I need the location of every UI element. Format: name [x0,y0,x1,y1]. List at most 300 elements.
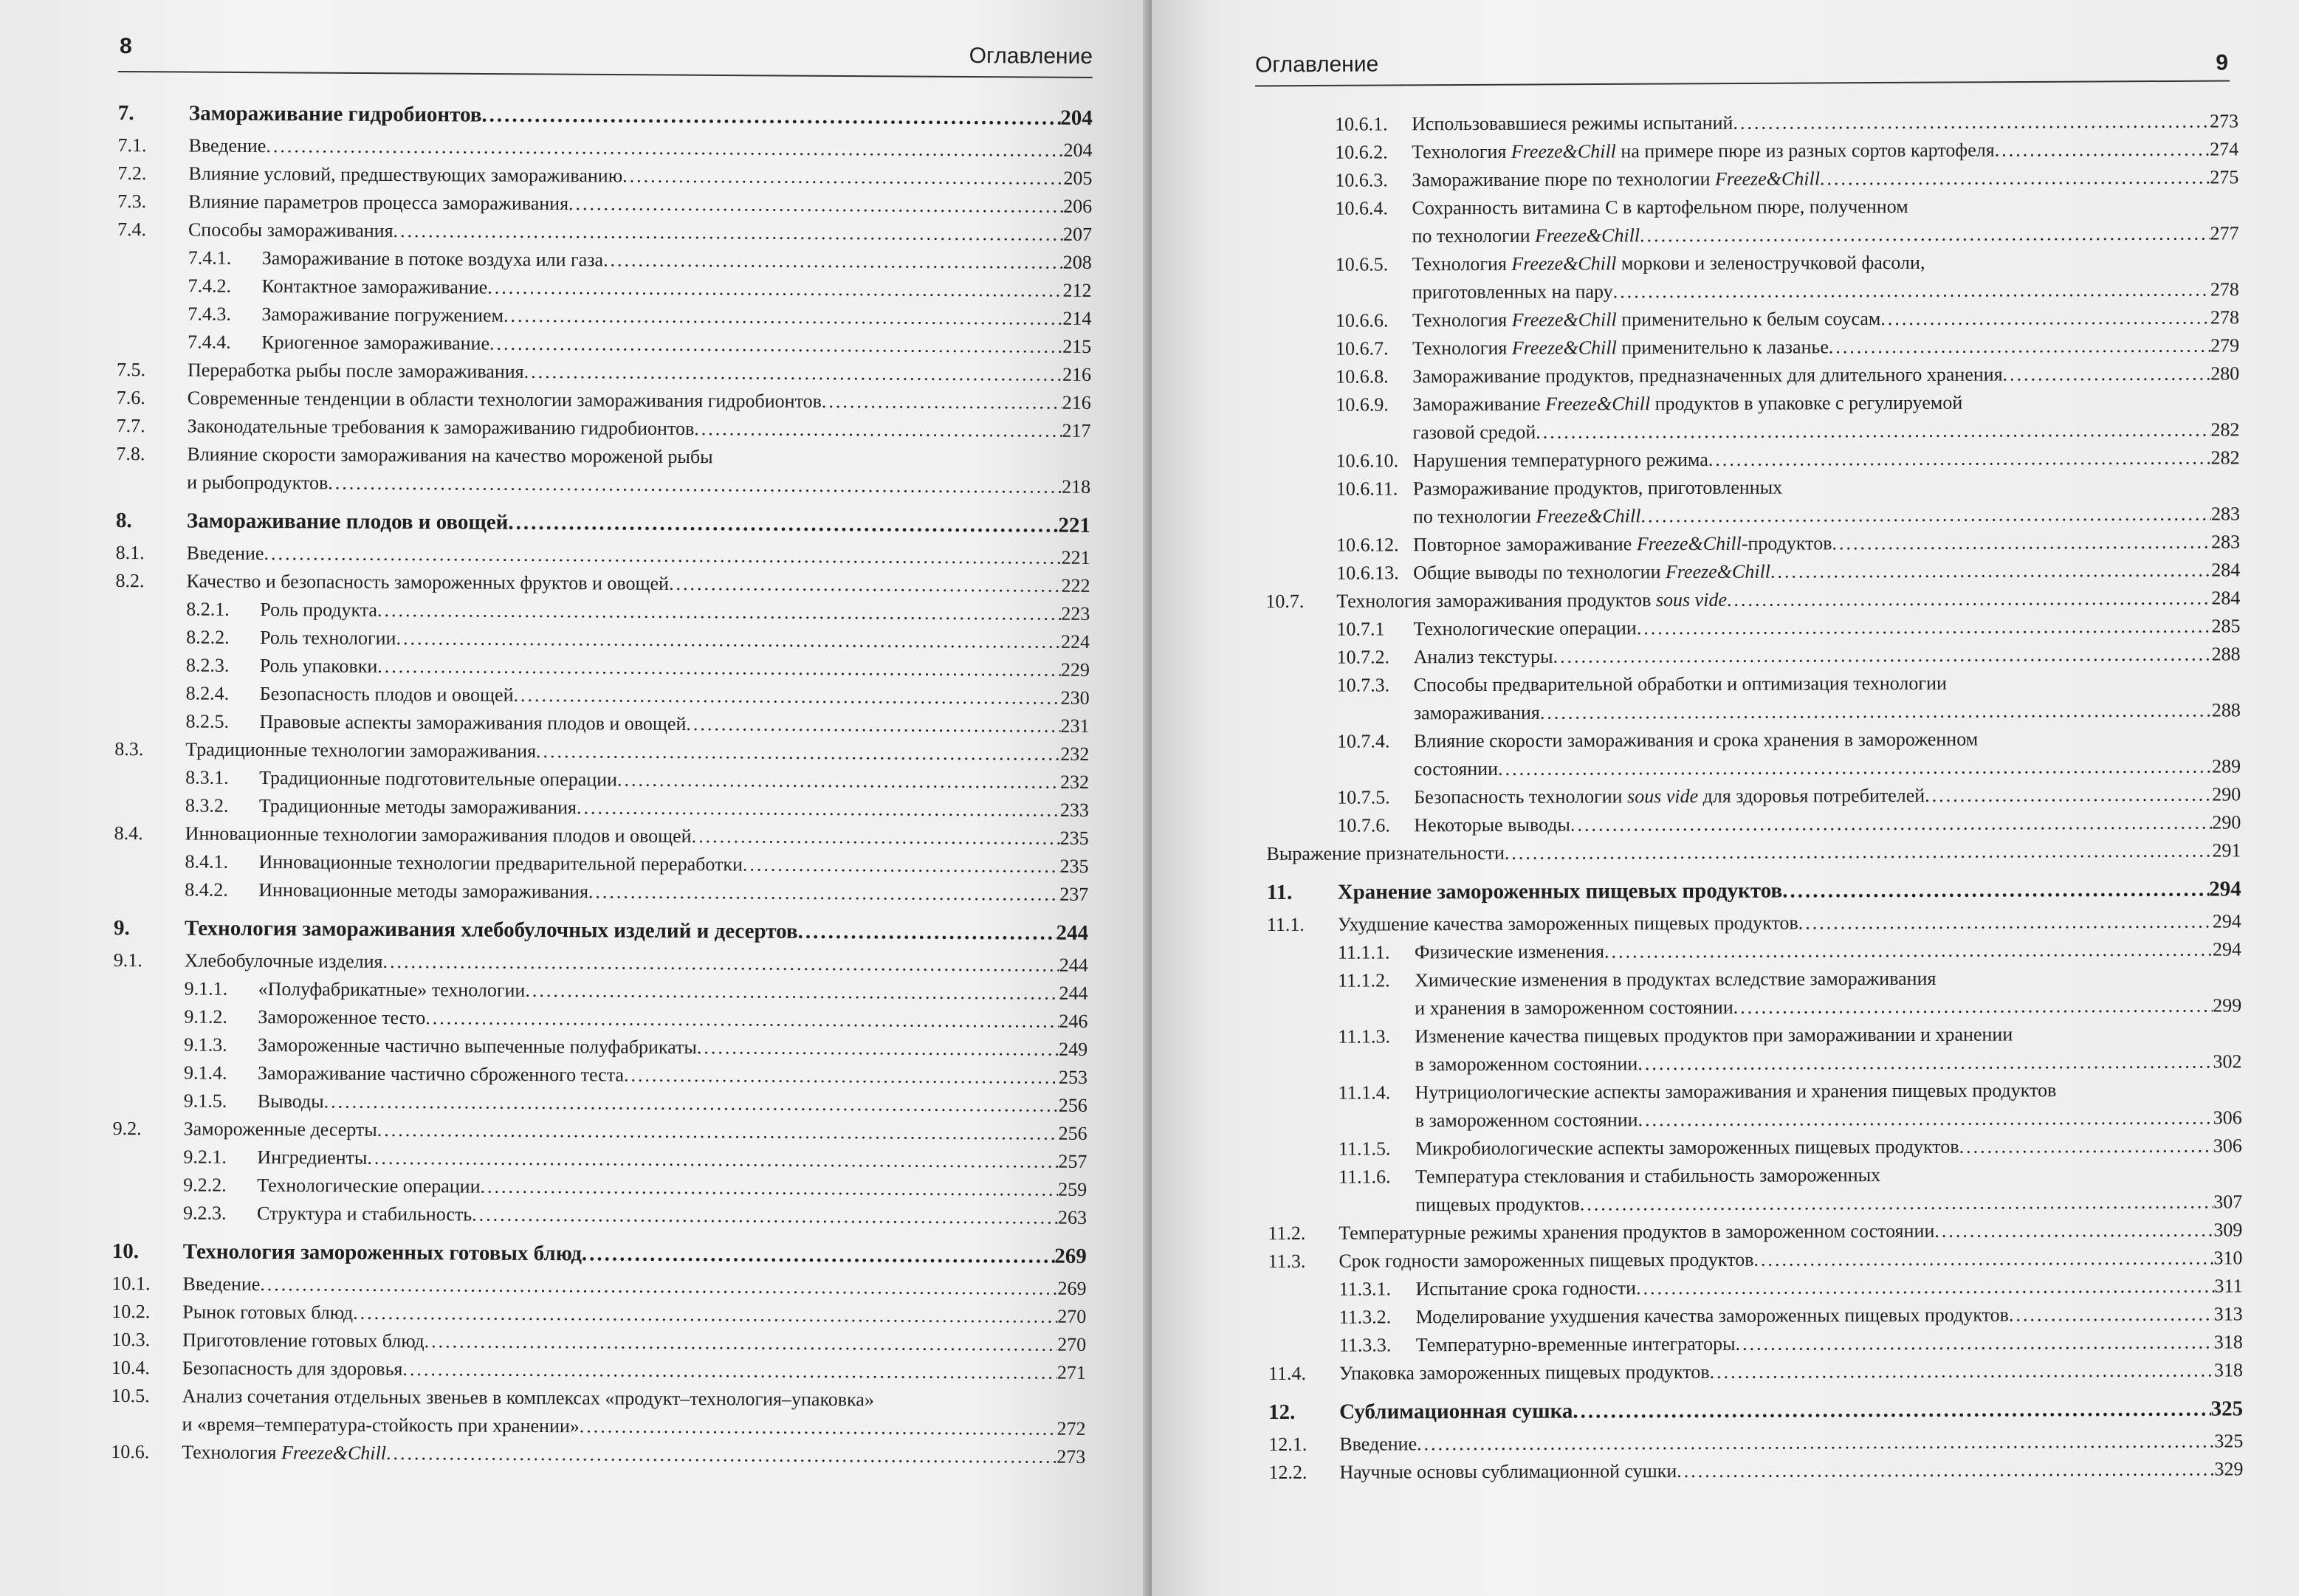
toc-entry-number: 9.1.2. [184,1005,227,1028]
toc-entry-number: 11.3.3. [1338,1334,1392,1356]
toc-chapter-entry [118,99,1093,132]
leader-dots [822,388,1062,417]
right-table-of-contents [1264,107,2243,1487]
toc-entry-number: 8.4.1. [185,850,229,873]
toc-entry [1267,1019,2241,1051]
toc-entry-page: 217 [1062,419,1091,441]
toc-entry-title: Испытание срока годности [1415,1277,1637,1300]
toc-entry-page: 221 [1061,546,1090,568]
leader-dots [1753,1245,2213,1274]
toc-entry-number: 11.1.4. [1338,1081,1391,1104]
leader-dots [377,653,1061,684]
toc-entry-title: Переработка рыбы после замораживания [187,359,524,382]
toc-entry-title: Физические изменения [1414,940,1605,963]
toc-entry-title: Анализ текстуры [1413,645,1553,668]
toc-entry-page: 249 [1059,1038,1088,1060]
toc-entry-number: 9.2. [112,1117,142,1140]
toc-entry-page: 256 [1058,1094,1087,1116]
toc-entry-title: Замороженное тесто [258,1006,426,1029]
toc-entry-page: 288 [2211,699,2241,721]
toc-entry-title: Инновационные технологии предварительной переработки [258,851,743,876]
toc-entry [1265,500,2240,532]
leader-dots [1505,837,2213,867]
toc-entry-title: Температурно-временные интеграторы [1415,1332,1736,1356]
toc-entry-title: в замороженном состоянии [1415,1109,1638,1132]
toc-entry [1268,1300,2243,1332]
toc-entry-page: 246 [1059,1010,1088,1032]
toc-entry [1264,135,2238,167]
leader-dots [2003,360,2211,389]
leader-dots [1553,641,2212,671]
leader-dots [1733,992,2213,1022]
toc-entry-page: 256 [1058,1122,1087,1144]
toc-entry-page: 253 [1058,1066,1088,1088]
toc-entry-page: 216 [1062,363,1092,385]
leader-dots [1638,1104,2213,1135]
toc-entry-page: 235 [1059,827,1089,849]
toc-entry [1266,836,2241,868]
toc-entry [1268,1132,2242,1163]
toc-entry-title: Замораживание в потоке воздуха или газа [261,247,604,271]
toc-entry-title: Способы замораживания [188,219,394,241]
toc-entry-title: Температурные режимы хранения продуктов в замороженном состоянии [1338,1220,1935,1244]
leader-dots [588,878,1060,908]
toc-entry-number: 9.1. [113,949,142,971]
toc-entry-title: Хранение замороженных пищевых продуктов [1337,878,1783,904]
toc-entry-page: 216 [1062,391,1091,413]
toc-entry-number: 8. [115,508,132,533]
toc-chapter-entry [1267,875,2241,907]
toc-entry-page: 290 [2212,811,2241,833]
toc-entry-number: 7.4.1. [188,247,232,269]
toc-entry [1265,528,2240,560]
leader-dots [367,1144,1058,1176]
toc-entry-title: Технология замороженных готовых блюд [182,1239,583,1266]
toc-entry [1268,1160,2242,1191]
toc-entry-page: 302 [2213,1050,2242,1073]
toc-entry-number: 8.4.2. [185,878,228,901]
toc-entry-title: Традиционные подготовительные операции [259,767,618,791]
toc-entry-title: Современные тенденции в области технологии замораживания гидробионтов [187,387,822,412]
toc-entry-title: Срок годности замороженных пищевых продуктов [1338,1248,1754,1272]
toc-entry-title: Рынок готовых блюд [182,1301,354,1324]
leader-dots [489,330,1062,361]
toc-entry-number: 11.1.3. [1338,1025,1390,1048]
toc-entry-title: Повторное замораживание Freeze&Chill-продуктов [1413,532,1832,556]
toc-entry-page: 270 [1057,1333,1087,1355]
toc-entry-number: 9. [113,915,130,940]
toc-entry-number: 8.2. [115,569,145,592]
leader-dots [264,540,1061,572]
toc-entry-number: 9.1.1. [184,977,228,1000]
toc-entry-page: 318 [2213,1331,2243,1353]
toc-entry-number: 7.6. [116,386,145,409]
leader-dots [1613,276,2210,306]
toc-entry-title: замораживания [1413,701,1540,724]
toc-entry-page: 278 [2210,278,2239,300]
toc-entry-page: 290 [2212,783,2241,805]
toc-entry-number: 10.7. [1265,590,1305,612]
toc-entry-page: 207 [1062,223,1093,245]
toc-entry [112,1199,1087,1232]
toc-entry [1266,752,2241,784]
toc-entry [1268,1427,2243,1459]
toc-entry-number: 12. [1268,1400,1296,1424]
toc-entry-number: 10.7.2. [1336,646,1390,668]
toc-entry [1265,247,2239,279]
leader-dots [1638,1048,2213,1079]
toc-entry-page: 278 [2210,306,2240,329]
toc-entry-number: 8.3.2. [185,794,229,816]
leader-dots [536,737,1060,768]
toc-entry-page: 283 [2210,531,2241,553]
toc-entry-number: 7.5. [116,358,146,381]
toc-entry [1268,1216,2242,1248]
toc-entry-title: Некоторые выводы [1414,814,1571,836]
toc-entry-title: Использовавшиеся режимы испытаний [1412,111,1733,135]
toc-entry-title: и рыбопродуктов [187,471,329,494]
toc-entry-page: 325 [2214,1430,2244,1452]
toc-entry [1265,275,2239,307]
toc-entry-page: 244 [1059,982,1088,1004]
toc-entry-title: Безопасность для здоровья [182,1357,403,1380]
toc-entry-page: 223 [1061,602,1090,625]
leader-dots [1770,557,2211,586]
toc-entry-page: 318 [2213,1359,2244,1381]
leader-dots [1570,809,2213,839]
left-page-number: 8 [119,33,132,59]
toc-entry-number: 7. [117,100,134,125]
leader-dots [1498,753,2212,783]
toc-entry-title: Ингредиенты [257,1146,368,1169]
toc-entry-title: Введение [182,1273,261,1296]
toc-entry-title: Замороженные десерты [183,1118,377,1141]
toc-entry-title: Замораживание плодов и овощей [186,509,509,534]
toc-entry-number: 7.2. [117,162,147,185]
leader-dots [580,1412,1057,1442]
leader-dots [1925,781,2212,810]
toc-entry-page: 313 [2213,1303,2243,1325]
toc-entry [1268,1188,2242,1220]
leader-dots [377,1116,1059,1148]
leader-dots [480,1173,1058,1204]
toc-entry-page: 294 [2209,877,2241,901]
leader-dots [1832,529,2211,558]
toc-entry-number: 10.6.3. [1335,169,1388,191]
toc-entry-page: 229 [1060,658,1090,681]
toc-entry [1265,388,2239,419]
toc-entry-page: 275 [2210,166,2239,188]
leader-dots [1782,876,2209,905]
toc-entry-title: пищевых продуктов [1415,1193,1580,1216]
toc-entry [1268,1455,2243,1487]
toc-entry [1265,612,2240,644]
toc-entry-number: 10.7.3. [1336,674,1390,696]
toc-entry-title: Инновационные технологии замораживания плодов и овощей [185,822,692,847]
toc-entry [111,1438,1085,1471]
toc-entry-title: Криогенное замораживание [261,331,490,354]
toc-entry-page: 235 [1059,855,1089,877]
toc-entry-title: Анализ сочетания отдельных звеньев в комплексах «продукт–технология–упаковка» [182,1385,874,1411]
toc-entry-title: Упаковка замороженных пищевых продуктов [1338,1361,1710,1384]
toc-entry-page: 285 [2211,615,2241,637]
right-page [1152,0,2299,1596]
toc-entry-title: Приготовление готовых блюд [182,1329,425,1352]
leader-dots [328,469,1062,501]
toc-entry-number: 8.3. [114,737,144,760]
leader-dots [260,1270,1057,1303]
toc-entry-title: Безопасность технологии sous vide для здоровья потребителей [1414,784,1925,808]
toc-entry-title: Замораживание пюре по технологии Freeze&Chill [1412,168,1821,191]
toc-entry-title: Технология Freeze&Chill применительно к белым соусам [1412,308,1881,331]
toc-entry-page: 232 [1060,771,1090,793]
toc-entry-number: 8.2.3. [185,654,230,676]
toc-entry-number: 10. [111,1239,140,1264]
toc-entry-page: 257 [1058,1150,1087,1172]
toc-entry-number: 10.4. [111,1356,151,1379]
toc-entry [1266,696,2241,728]
toc-entry-number: 10.6.13. [1336,562,1399,584]
toc-entry-page: 282 [2210,447,2240,469]
toc-entry-number: 10.5. [111,1384,150,1407]
toc-entry-page: 306 [2213,1107,2242,1129]
toc-entry-number: 10.1. [111,1272,151,1295]
toc-entry-title: Технология Freeze&Chill [182,1441,387,1464]
toc-entry-page: 230 [1060,687,1090,709]
toc-entry-title: по технологии Freeze&Chill [1412,224,1640,247]
toc-entry-page: 309 [2213,1219,2243,1241]
leader-dots [524,358,1063,389]
leader-dots [582,1239,1055,1270]
toc-entry-title: Сохранность витамина С в картофельном пюре, полученном [1412,195,1908,219]
toc-entry-number [1266,775,1414,776]
toc-entry-number: 8.2.4. [185,682,230,704]
leader-dots [1636,1273,2215,1303]
toc-entry-number: 9.2.1. [183,1146,227,1168]
toc-entry-page: 212 [1062,279,1092,301]
toc-entry [1267,907,2241,939]
toc-entry-page: 259 [1058,1178,1087,1200]
toc-entry-title: Химические изменения в продуктах вследствие замораживания [1415,967,1937,991]
toc-entry [1267,963,2241,995]
toc-entry-title: Контактное замораживание [261,275,488,298]
toc-chapter-entry [116,506,1090,540]
toc-entry-page: 311 [2214,1275,2243,1297]
toc-entry [1266,668,2241,700]
left-running-title: Оглавление [969,44,1093,69]
toc-entry [1266,640,2241,672]
toc-entry-page: 283 [2210,503,2240,525]
leader-dots [487,274,1063,305]
toc-entry-page: 279 [2210,334,2240,357]
toc-entry [1266,808,2241,840]
leader-dots [377,596,1061,628]
leader-dots [694,415,1062,445]
toc-entry [1264,107,2238,139]
toc-entry-page: 244 [1056,921,1089,945]
toc-entry-title: Инновационные методы замораживания [258,879,589,903]
toc-entry-title: Нарушения температурного режима [1412,448,1708,472]
toc-entry-page: 214 [1062,307,1092,329]
leader-dots [266,132,1063,165]
toc-entry-page: 224 [1061,630,1090,653]
toc-entry-number: 11.2. [1268,1222,1306,1244]
toc-entry-page: 205 [1063,167,1093,189]
toc-entry-number: 11.1.2. [1338,969,1390,991]
toc-entry-page: 280 [2210,362,2240,385]
toc-entry-page: 233 [1059,799,1089,821]
toc-entry-number [1265,242,1412,243]
toc-entry [1264,163,2238,195]
toc-entry-number: 10.6. [111,1440,150,1463]
toc-entry-title: Влияние скорости замораживания и срока хранения в замороженном [1413,728,1979,752]
toc-entry-title: Законодательные требования к замораживанию гидробионтов [187,415,695,440]
toc-entry-number: 12.2. [1268,1461,1307,1483]
toc-entry-number: 10.7.6. [1337,814,1390,836]
toc-entry-number: 11.3.2. [1338,1306,1392,1328]
toc-entry-title: Технологические операции [257,1174,481,1197]
toc-entry-number: 11.4. [1268,1362,1307,1384]
toc-entry [1267,935,2241,967]
toc-entry-title: Способы предварительной обработки и оптимизация технологии [1413,672,1947,696]
leader-dots [669,570,1062,600]
toc-entry-number: 10.6.10. [1336,450,1399,472]
toc-entry-title: Выражение признательности [1266,842,1505,864]
toc-entry-title: Безопасность плодов и овощей [259,683,514,706]
toc-entry-title: Роль технологии [260,627,396,649]
toc-entry-page: 329 [2214,1458,2244,1480]
leader-dots [425,1004,1059,1035]
leader-dots [1798,908,2213,938]
toc-entry-page: 237 [1059,883,1089,905]
toc-entry-page: 310 [2213,1247,2243,1269]
toc-entry-page: 284 [2211,559,2241,581]
toc-entry-number [111,1430,182,1431]
toc-entry-title: Хлебобулочные изделия [184,949,383,972]
toc-entry-title: приготовленных на пару [1412,281,1613,303]
toc-entry-number: 10.7.1 [1336,618,1385,640]
toc-entry [1268,1356,2243,1388]
toc-entry-title: Введение [188,134,267,157]
leader-dots [353,1299,1057,1331]
toc-entry-page: 294 [2212,910,2241,932]
toc-entry-title: Влияние параметров процесса замораживания [188,190,569,215]
right-running-title: Оглавление [1254,52,1379,78]
leader-dots [624,1062,1059,1092]
toc-entry-number: 10.6.8. [1336,365,1389,388]
toc-entry [1268,1104,2242,1135]
toc-entry [1265,444,2240,475]
leader-dots [1573,1395,2210,1425]
toc-entry-title: Введение [1339,1433,1417,1455]
toc-entry-page: 244 [1059,954,1088,976]
toc-entry-number: 9.1.4. [183,1062,227,1084]
toc-entry-page: 204 [1060,106,1093,130]
toc-entry [1266,780,2241,812]
toc-entry-number: 11.3.1. [1338,1278,1392,1300]
toc-entry-title: Замораживание продуктов, предназначенных для длительного хранения [1412,363,2003,388]
toc-entry-page: 291 [2212,839,2241,861]
toc-entry-title: Ухудшение качества замороженных пищевых продуктов [1337,912,1798,935]
toc-entry-number: 8.2.1. [186,598,230,620]
leader-dots [396,625,1061,656]
toc-entry-number: 7.7. [116,414,145,437]
toc-entry-number: 11.1. [1266,913,1305,935]
toc-entry-page: 271 [1056,1361,1086,1383]
toc-entry-number: 10.7.5. [1337,786,1390,808]
leader-dots [743,850,1060,880]
leader-dots [425,1327,1058,1358]
leader-dots [697,1033,1059,1064]
toc-entry-title: и «время–температура-стойкость при хранении» [182,1413,580,1437]
leader-dots [568,190,1063,221]
toc-entry-title: Введение [186,542,264,565]
toc-entry-title: Технология замораживания продуктов sous vide [1336,588,1728,612]
leader-dots [1820,164,2210,193]
leader-dots [1677,1456,2214,1486]
toc-entry-page: 288 [2211,643,2241,665]
toc-entry-title: Изменение качества пищевых продуктов при замораживании и хранении [1415,1023,2013,1048]
leader-dots [798,918,1056,947]
toc-entry [114,876,1088,909]
toc-entry-page: 273 [1056,1445,1086,1468]
toc-entry-title: Технология Freeze&Chill применительно к лазанье [1412,336,1829,360]
toc-entry-number: 11.3. [1268,1250,1306,1272]
leader-dots [1934,1217,2213,1245]
leader-dots [386,1440,1056,1471]
leader-dots [1727,585,2211,614]
toc-entry-page: 306 [2213,1135,2242,1157]
toc-entry-title: Замораживание частично сброженного теста [257,1062,625,1086]
toc-entry-number: 10.6.6. [1335,309,1389,331]
leader-dots [1880,304,2210,334]
leader-dots [622,162,1063,193]
toc-entry-title: «Полуфабрикатные» технологии [258,978,526,1001]
toc-chapter-entry [1268,1394,2243,1426]
toc-entry [1265,416,2239,447]
toc-entry-page: 277 [2210,222,2239,244]
toc-entry [1265,584,2240,616]
leader-dots [1708,444,2211,474]
toc-entry-page: 231 [1060,715,1090,737]
toc-entry-number: 8.4. [114,822,143,845]
toc-entry-page: 222 [1061,574,1090,596]
toc-entry-title: Традиционные технологии замораживания [185,738,537,762]
toc-entry-title: Научные основы сублимационной сушки [1339,1460,1677,1483]
toc-entry-page: 218 [1062,475,1091,498]
leader-dots [1733,108,2210,137]
toc-entry-title: Технология Freeze&Chill на примере пюре из разных сортов картофеля [1412,139,1995,163]
leader-dots [1710,1357,2214,1386]
toc-entry-page: 299 [2213,994,2242,1017]
leader-dots [1640,501,2211,531]
toc-entry-title: Замороженные частично выпеченные полуфабрикаты [258,1034,697,1059]
toc-entry-title: Замораживание гидробионтов [188,101,482,127]
toc-entry-number: 7.4.2. [188,275,232,297]
leader-dots [1735,1329,2213,1358]
leader-dots [692,822,1060,853]
leader-dots [617,766,1060,797]
toc-entry-page: 289 [2212,755,2241,777]
leader-dots [513,681,1060,712]
toc-entry-number: 10.7.4. [1336,730,1390,752]
toc-entry-number: 10.6.7. [1336,337,1389,360]
leader-dots [393,217,1063,249]
toc-entry-title: Общие выводы по технологии Freeze&Chill [1413,560,1771,584]
leader-dots [1540,697,2212,727]
toc-entry-number: 8.2.2. [186,626,230,648]
toc-entry-number: 7.4.3. [188,303,231,325]
